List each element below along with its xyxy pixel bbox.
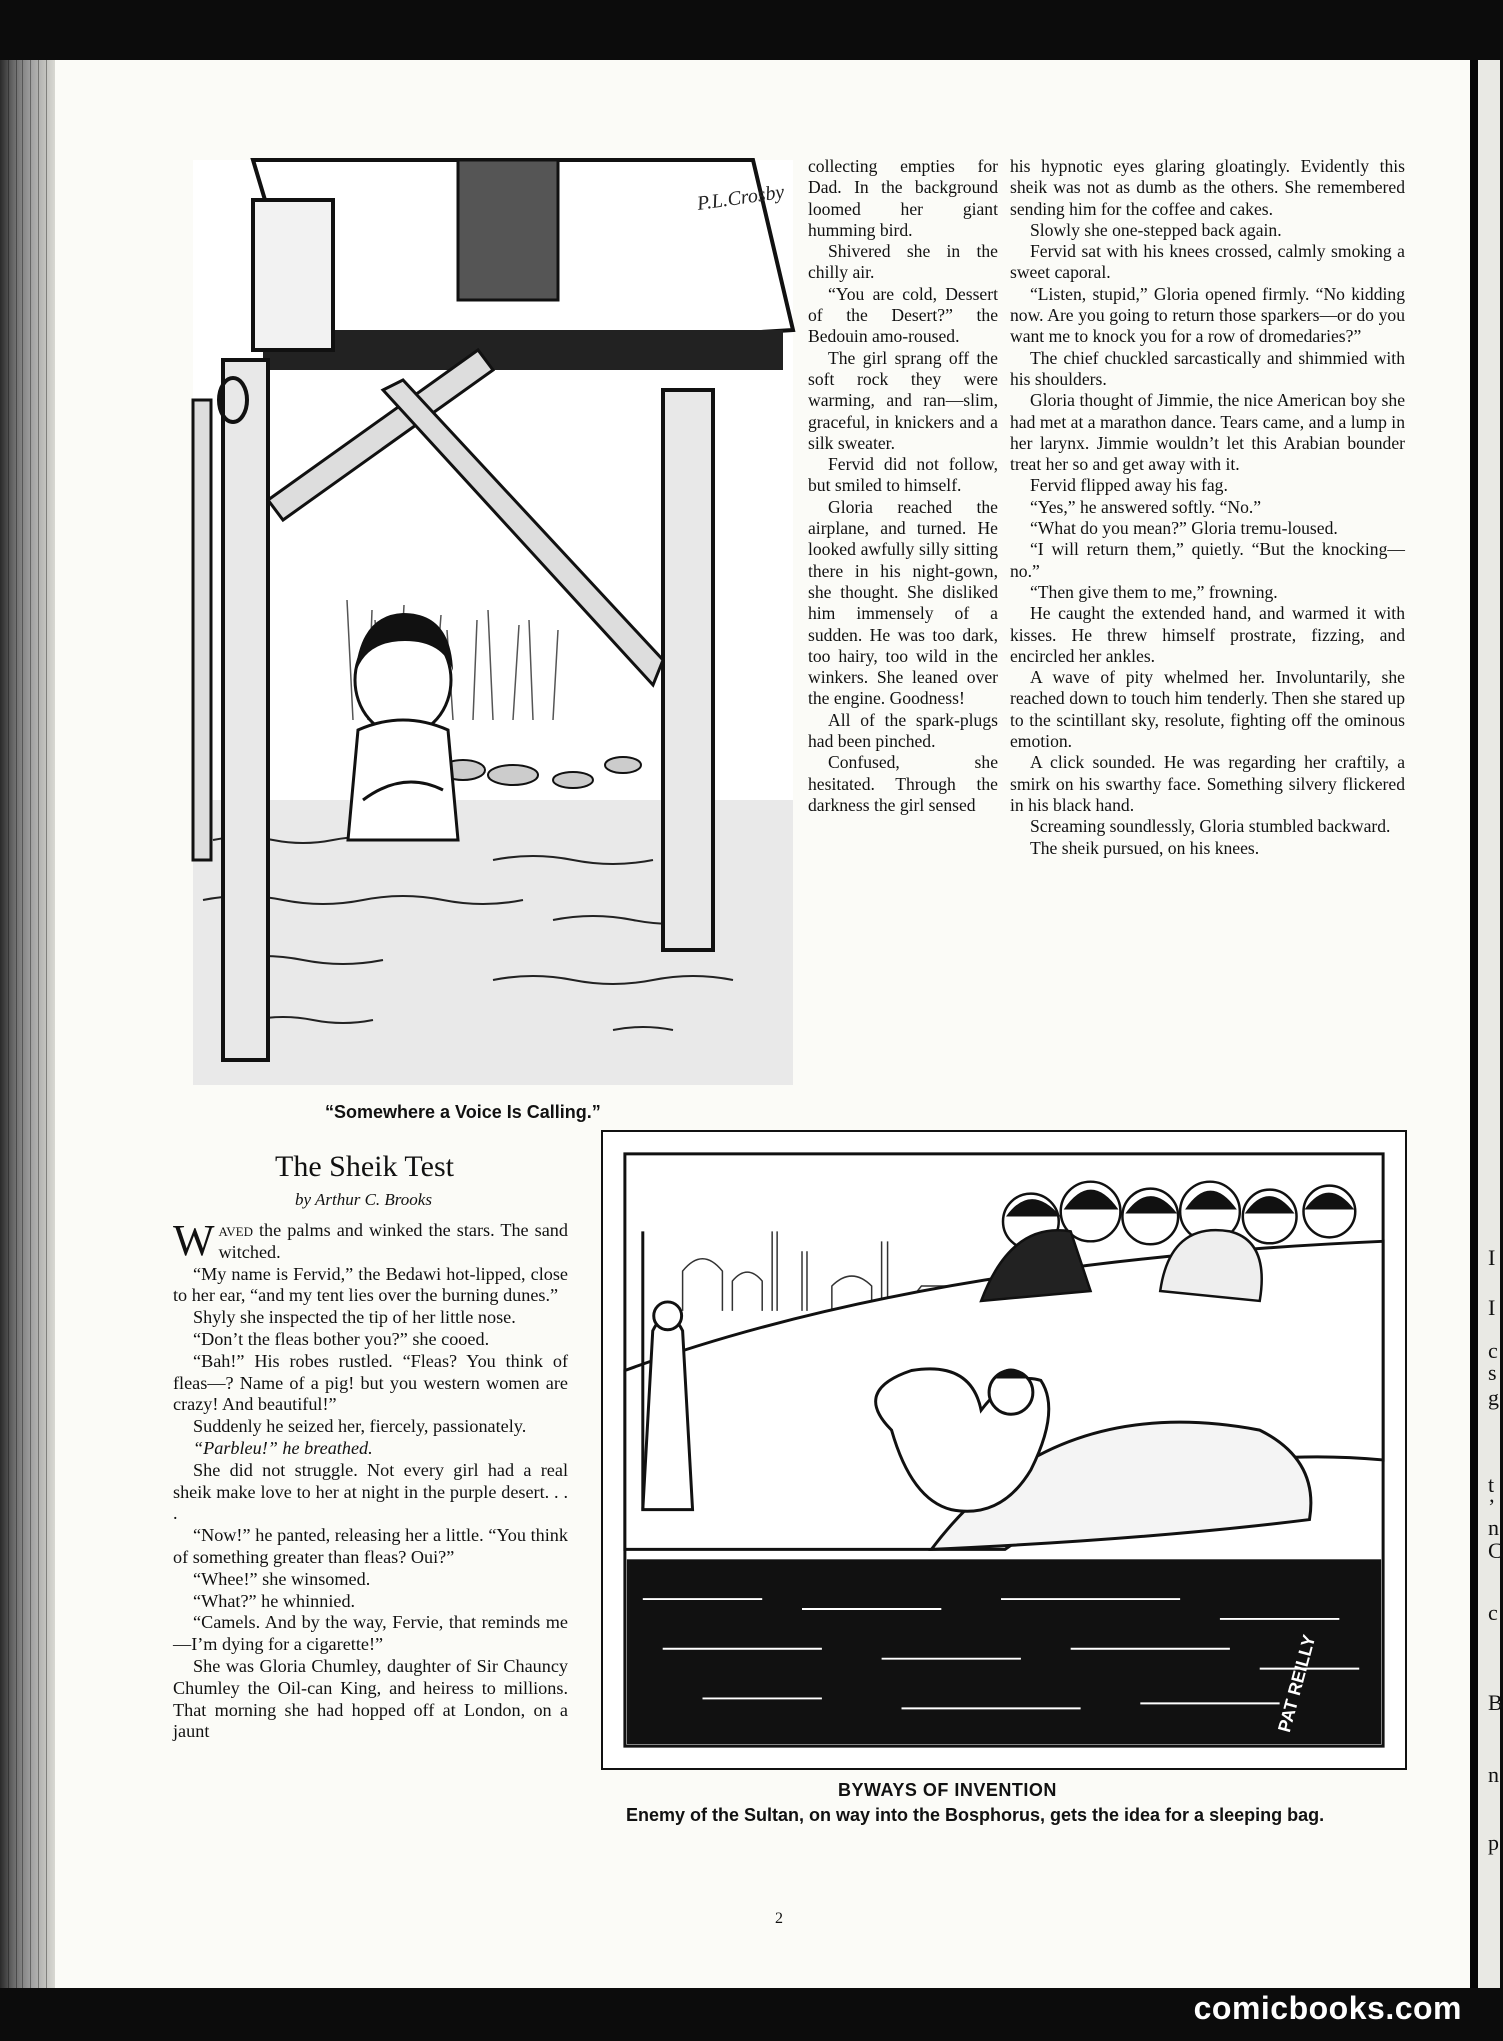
- site-watermark: comicbooks.com: [1193, 1990, 1462, 2026]
- paragraph: A click sounded. He was regarding her craftily, a smirk on his swarthy face. Something silvery flickered in his black hand.: [1010, 752, 1405, 815]
- paragraph: The chief chuckled sarcastically and shimmied with his shoulders.: [1010, 347, 1405, 389]
- story-column-1: [173, 1216, 568, 1743]
- paragraph: Shyly she inspected the tip of her little nose.: [193, 1307, 516, 1328]
- paragraph: Fervid flipped away his fag.: [1030, 475, 1228, 496]
- paragraph: “Bah!” His robes rustled. “Fleas? You think of fleas—? Name of a pig! but you western women are crazy! And beautiful!”: [173, 1350, 568, 1415]
- cartoon-caption: Enemy of the Sultan, on way into the Bosphorus, gets the idea for a sleeping bag.: [626, 1805, 1325, 1825]
- illustration-boy-under-pier: [193, 160, 793, 1085]
- cartoon-byways-of-invention: [601, 1130, 1407, 1770]
- paragraph: Fervid did not follow, but smiled to himself.: [808, 454, 998, 496]
- drop-cap: W: [173, 1216, 215, 1265]
- paragraph: “Then give them to me,” frowning.: [1030, 581, 1278, 602]
- story-column-3: [1010, 156, 1405, 859]
- paragraph: The girl sprang off the soft rock they were warming, and ran—slim, graceful, in knickers and a silk sweater.: [808, 347, 998, 453]
- cartoon-title: BYWAYS OF INVENTION: [838, 1780, 1057, 1800]
- paragraph: “My name is Fervid,” the Bedawi hot-lipped, close to her ear, “and my tent lies over the burning dunes.”: [173, 1263, 568, 1306]
- paragraph: A wave of pity whelmed her. Involuntarily, she reached down to touch him tenderly. Then she stared up to the scintillant sky, resolute, fighting off the ominous emotion.: [1010, 667, 1405, 752]
- artist-signature-reilly: PAT REILLY: [1274, 1632, 1320, 1735]
- paragraph: “What?” he whinnied.: [193, 1590, 356, 1611]
- paragraph: She did not struggle. Not every girl had a real sheik make love to her at night in the purple desert. . . .: [173, 1459, 568, 1524]
- paragraph: “Don’t the fleas bother you?” she cooed.: [193, 1328, 490, 1349]
- paragraph: Gloria thought of Jimmie, the nice American boy she had met at a marathon dance. Tears came, and a lump in her larynx. Jimmie wouldn’t let this Arabian bounder treat her so and get away with it.: [1010, 390, 1405, 475]
- story-title: The Sheik Test: [275, 1150, 454, 1183]
- paragraph: “Camels. And by the way, Fervie, that reminds me—I’m dying for a cigarette!”: [173, 1612, 568, 1655]
- paragraph: “You are cold, Dessert of the Desert?” the Bedouin amo-roused.: [808, 283, 998, 347]
- paragraph: “What do you mean?” Gloria tremu-loused.: [1030, 518, 1338, 539]
- paragraph: “Yes,” he answered softly. “No.”: [1030, 496, 1262, 517]
- paragraph: She was Gloria Chumley, daughter of Sir Chauncy Chumley the Oil-can King, and heiress to millions. That morning she had hopped off at London, on a jaunt: [173, 1655, 568, 1742]
- paragraph: Confused, she hesitated. Through the darkness the girl sensed: [808, 752, 998, 815]
- artist-signature-crosby: P.L.Crosby: [695, 180, 786, 215]
- paragraph: Screaming soundlessly, Gloria stumbled backward.: [1030, 816, 1391, 837]
- paragraph: The sheik pursued, on his knees.: [1030, 837, 1260, 858]
- paragraph: collecting empties for Dad. In the background loomed her giant humming bird.: [808, 156, 998, 240]
- illustration-caption: “Somewhere a Voice Is Calling.”: [325, 1102, 601, 1122]
- paragraph: All of the spark-plugs had been pinched.: [808, 709, 998, 752]
- story-byline: by Arthur C. Brooks: [295, 1190, 432, 1209]
- paragraph: Fervid sat with his knees crossed, calmly smoking a sweet caporal.: [1010, 241, 1405, 283]
- paragraph: He caught the extended hand, and warmed it with kisses. He threw himself prostrate, fizzing, and encircled her ankles.: [1010, 603, 1405, 666]
- paragraph: his hypnotic eyes glaring gloatingly. Evidently this sheik was not as dumb as the others. She remembered sending him for the coffee and cakes.: [1010, 156, 1405, 219]
- paragraph: “Listen, stupid,” Gloria opened firmly. “No kidding now. Are you going to return those sparkers—or do you want me to knock you for a row of dromedaries?”: [1010, 283, 1405, 347]
- page-number: 2: [775, 1910, 783, 1927]
- paragraph: “I will return them,” quietly. “But the knocking—no.”: [1010, 539, 1405, 581]
- paragraph: Suddenly he seized her, fiercely, passionately.: [193, 1416, 527, 1437]
- paragraph: Slowly she one-stepped back again.: [1030, 219, 1282, 240]
- story-opening: Waved the palms and winked the stars. The sand witched.: [173, 1216, 568, 1265]
- paragraph: Gloria reached the airplane, and turned. He looked awfully silly sitting there in his night-gown, she thought. She disliked him immensely of a sudden. He was too dark, too hairy, too wild in the winkers. She leaned over the engine. Goodness!: [808, 496, 998, 709]
- magazine-page: [0, 60, 1470, 1988]
- story-column-2: [808, 156, 998, 816]
- book-spine: [0, 60, 55, 1988]
- paragraph: Shivered she in the chilly air.: [808, 241, 998, 283]
- paragraph: “Now!” he panted, releasing her a little. “You think of something greater than fleas? Oui?”: [173, 1525, 568, 1567]
- paragraph: “Parbleu!” he breathed.: [193, 1437, 373, 1458]
- paragraph: “Whee!” she winsomed.: [193, 1568, 371, 1589]
